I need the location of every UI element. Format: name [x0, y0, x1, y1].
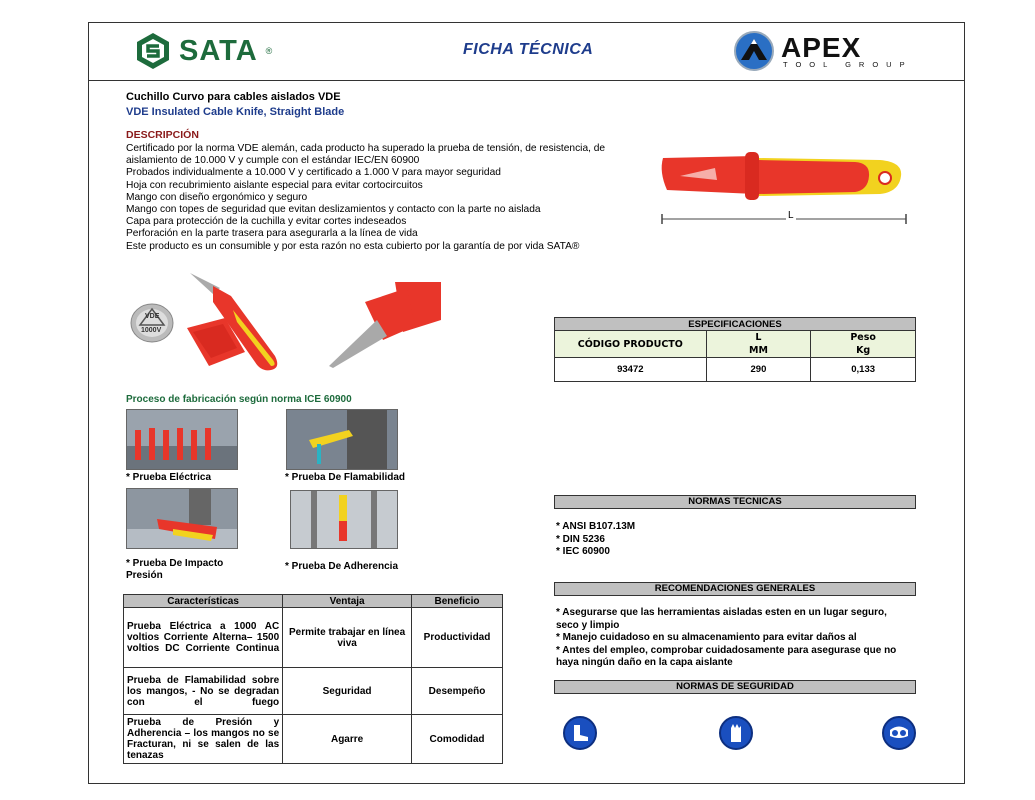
list-item: * ANSI B107.13M	[556, 521, 636, 532]
specs-col-length	[706, 331, 811, 358]
doc-title: FICHA TÉCNICA	[463, 41, 594, 58]
description-line: Probados individualmente a 10.000 V y certificado a 1.000 V para mayor seguridad	[126, 167, 501, 179]
apex-wordmark: APEX	[781, 32, 862, 63]
recomendaciones-bar: RECOMENDACIONES GENERALES	[554, 582, 916, 596]
description-line: Perforación en la parte trasera para asegurarla a la línea de vida	[126, 228, 418, 240]
features-table	[123, 594, 503, 764]
header-divider	[88, 80, 964, 81]
sata-wordmark: SATA	[179, 34, 258, 67]
registered-mark: ®	[265, 46, 273, 56]
flammability-test-photo	[286, 409, 398, 470]
test-label-flammability: * Prueba De Flamabilidad	[285, 472, 406, 483]
specs-weight-value: 0,133	[811, 358, 916, 382]
list-item: * Asegurarse que las herramientas aisladas esten en un lugar seguro,	[556, 607, 887, 618]
features-row-characteristic: Prueba de Flamabilidad sobre los mangos, - No se degradan con el fuego	[124, 668, 283, 715]
features-row-characteristic: Prueba de Presión y Adherencia – los mangos no se Fracturan, ni se salen de las tenazas	[124, 715, 283, 764]
description-line: Hoja con recubrimiento aislante especial para evitar cortocircuitos	[126, 179, 423, 191]
description-line: Este producto es un consumible y por esta razón no esta cubierto por la garantía de por vida SATA®	[126, 240, 580, 252]
list-item: haya ningún daño en la capa aislante	[556, 657, 733, 668]
length-label: L	[788, 210, 794, 221]
sata-logo	[135, 32, 272, 70]
test-label-adhesion: * Prueba De Adherencia	[285, 561, 399, 572]
list-item: seco y limpio	[556, 619, 620, 631]
test-label-electrical: * Prueba Eléctrica	[126, 472, 212, 483]
knife-product-image	[655, 150, 905, 210]
features-row-advantage: Agarre	[283, 715, 412, 764]
safety-gloves-icon	[719, 716, 753, 750]
knife-blade-photo	[325, 280, 443, 370]
apex-subtitle: TOOL GROUP	[783, 60, 913, 69]
specs-col-weight-label: Peso	[850, 332, 876, 343]
features-header-characteristics: Características	[124, 595, 283, 608]
features-row-benefit: Comodidad	[412, 715, 503, 764]
specs-col-weight-unit: Kg	[856, 345, 871, 356]
vde-badge-icon	[130, 303, 174, 343]
vde-badge-top: VDE	[145, 313, 160, 320]
vde-badge-bottom: 1000V	[141, 327, 162, 334]
features-row-benefit: Productividad	[412, 608, 503, 668]
electrical-test-photo	[126, 409, 238, 470]
description-list	[126, 143, 606, 253]
list-item: * IEC 60900	[556, 546, 610, 557]
adhesion-test-photo	[290, 490, 398, 549]
features-header-benefit: Beneficio	[412, 595, 503, 608]
normas-tecnicas-bar: NORMAS TECNICAS	[554, 495, 916, 509]
description-line: Certificado por la norma VDE alemán, cada producto ha superado la prueba de tensión, de resistencia, de	[126, 143, 606, 154]
knife-angled-photo	[185, 268, 295, 378]
specs-table	[554, 317, 916, 382]
apex-logo	[733, 30, 913, 74]
sata-logo-icon	[135, 32, 171, 70]
specs-code-value: 93472	[555, 358, 707, 382]
features-row-advantage: Permite trabajar en línea viva	[283, 608, 412, 668]
test-label-impact: * Prueba De Impacto Presión	[126, 558, 224, 581]
list-item: * DIN 5236	[556, 533, 605, 545]
product-title-es: Cuchillo Curvo para cables aislados VDE	[126, 91, 341, 103]
specs-col-weight	[811, 331, 916, 358]
features-header-advantage: Ventaja	[283, 595, 412, 608]
safety-boots-icon	[563, 716, 597, 750]
specs-length-value: 290	[706, 358, 811, 382]
features-row-characteristic: Prueba Eléctrica a 1000 AC voltios Corriente Alterna– 1500 voltios DC Corriente Continua	[124, 608, 283, 668]
features-row-benefit: Desempeño	[412, 668, 503, 715]
description-line: Mango con topes de seguridad que evitan deslizamientos y contacto con la parte no aislada	[126, 204, 541, 216]
description-line: Capa para protección de la cuchilla y evitar cortes indeseados	[126, 216, 407, 228]
product-title-en: VDE Insulated Cable Knife, Straight Blade	[126, 106, 345, 118]
description-heading: DESCRIPCIÓN	[126, 129, 199, 141]
specs-title: ESPECIFICACIONES	[555, 318, 916, 331]
specs-col-length-label: L	[755, 332, 762, 343]
normas-seguridad-bar: NORMAS DE SEGURIDAD	[554, 680, 916, 694]
specs-col-code: CÓDIGO PRODUCTO	[555, 331, 707, 358]
description-line: Mango con diseño ergonómico y seguro	[126, 191, 308, 203]
list-item: * Antes del empleo, comprobar cuidadosamente para asegurase que no	[556, 644, 897, 656]
apex-globe-icon	[733, 30, 775, 72]
specs-col-length-unit: MM	[748, 345, 768, 356]
description-line: aislamiento de 10.000 V y cumple con el estándar IEC/EN 60900	[126, 155, 420, 167]
impact-test-photo	[126, 488, 238, 549]
process-heading: Proceso de fabricación según norma ICE 60900	[126, 394, 352, 405]
features-row-advantage: Seguridad	[283, 668, 412, 715]
safety-goggles-icon	[882, 716, 916, 750]
length-dimension-line	[660, 214, 908, 224]
recomendaciones-list	[556, 607, 896, 670]
list-item: * Manejo cuidadoso en su almacenamiento para evitar daños al	[556, 632, 857, 643]
normas-list	[556, 521, 635, 559]
